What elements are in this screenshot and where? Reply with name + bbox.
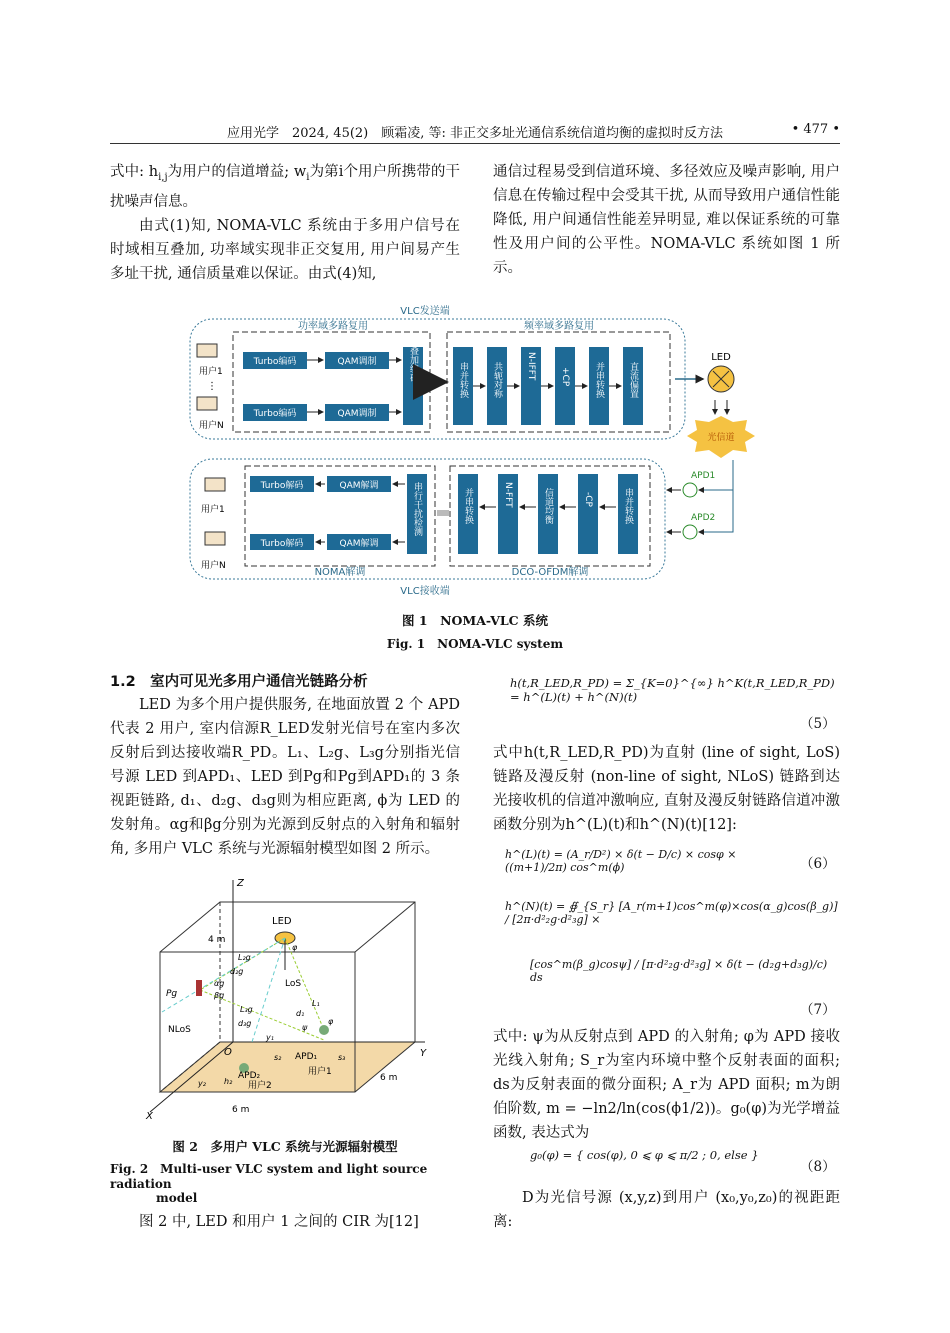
- apd2-icon: [683, 525, 697, 539]
- equation-6: h^(L)(t) = (A_r/D²) × δ(t − D/c) × cosφ × ((m+1)/2π) cos^m(ϕ): [505, 848, 737, 874]
- svg-text:串并转换: 串并转换: [458, 362, 468, 398]
- svg-text:QAM解调: QAM解调: [339, 481, 379, 491]
- user1-rx: 用户1: [201, 505, 225, 515]
- dco-label: DCO-OFDM解调: [511, 567, 589, 578]
- apd1-icon: [683, 483, 697, 497]
- figure-2-diagram: [140, 872, 440, 1122]
- svg-text:串并转换: 串并转换: [623, 488, 633, 524]
- svg-text:y₁: y₁: [266, 1033, 274, 1042]
- tx-label: VLC发送端: [400, 306, 450, 317]
- svg-text:Turbo编码: Turbo编码: [253, 357, 297, 367]
- svg-text:并串转换: 并串转换: [594, 362, 604, 398]
- equation-7a: h^(N)(t) = ∯_{S_r} [A_r(m+1)cos^m(φ)×cos(α_g)cos(β_g)] / [2π·d²₂g·d²₃g] ×: [505, 900, 838, 926]
- svg-text:串行干扰检测: 串行干扰检测: [412, 482, 422, 536]
- fig1-caption-en: Fig. 1 NOMA-VLC system: [386, 637, 564, 651]
- apd2-label: APD₂: [238, 1071, 261, 1081]
- beta-label: βg: [214, 991, 225, 1000]
- page-number: • 477 •: [791, 122, 840, 137]
- text-after-eq5: 式中h(t,R_LED,R_PD)为直射 (line of sight, LoS) 链路及漫反射 (non-line of sight, NLoS) 链路到达光接收机的信道冲激响应, 直射及漫反射链路信道冲激函数分别为h^(L)(t)和h^(N)(t)[12]:: [493, 745, 840, 833]
- nlos-label: NLoS: [168, 1025, 191, 1035]
- fig2-caption-en: Fig. 2 Multi-user VLC system and light source radiation model: [110, 1162, 428, 1205]
- svg-text:ψ: ψ: [302, 1023, 308, 1032]
- usern-tx: 用户N: [199, 421, 224, 431]
- freq-blocks: [453, 347, 643, 425]
- reflector-pg: [196, 980, 202, 996]
- section-paragraph: LED 为多个用户提供服务, 在地面放置 2 个 APD 代表 2 用户, 室内信源R_LED发射光信号在室内多次反射后到达接收端R_PD。L₁、L₂g、L₃g分别指光信号源 LED 到APD₁、LED 到Pg和Pg到APD₁的 3 条视距链路, d₁、d₂g、d₃g则为相应距离, ϕ为 LED 的发射角。αg和βg分别为光源到反射点的入射角和辐射角, 多用户 VLC 系统与光源辐射模型如图 2 所示。: [110, 697, 460, 857]
- pg-label: Pg: [166, 989, 178, 999]
- header-rule: [110, 143, 840, 144]
- svg-text:+CP: +CP: [560, 367, 570, 387]
- svg-text:叠加编码: 叠加编码: [408, 346, 418, 382]
- equation-5: h(t,R_LED,R_PD) = Σ_{K=0}^{∞} h^K(t,R_LED,R_PD) = h^(L)(t) + h^(N)(t): [510, 676, 835, 704]
- origin: O: [224, 1047, 232, 1058]
- led-label: LED: [272, 916, 292, 927]
- user1-tx: 用户1: [199, 367, 223, 377]
- svg-text:并串转换: 并串转换: [463, 488, 473, 524]
- svg-text:d₂g: d₂g: [230, 967, 244, 976]
- top-right-text: [493, 160, 840, 280]
- laptop-icon: [197, 344, 217, 357]
- svg-text:Turbo解码: Turbo解码: [260, 539, 304, 549]
- svg-text:QAM解调: QAM解调: [339, 539, 379, 549]
- svg-text:d₁: d₁: [296, 1009, 305, 1018]
- paragraph: 由式(1)知, NOMA-VLC 系统由于多用户信号在时域相互叠加, 功率域实现非正交复用, 用户间易产生多址干扰, 通信质量难以保证。由式(4)知,: [110, 217, 460, 282]
- apd1-label: APD1: [691, 471, 716, 481]
- paragraph: 式中: $h_{i,j}$为用户的信道增益; $w_i$为第i个用户所携带的干扰噪声信息。: [110, 164, 461, 210]
- svg-text:s₃: s₃: [338, 1053, 346, 1062]
- user1-label: 用户1: [308, 1067, 332, 1077]
- svg-text:φ: φ: [292, 943, 298, 952]
- svg-text:共轭对称: 共轭对称: [492, 362, 502, 398]
- svg-text:Turbo解码: Turbo解码: [260, 481, 304, 491]
- text-after-eq7: 式中: ψ为从反射点到 APD 的入射角; φ为 APD 接收光线入射角; S_r为室内环境中整个反射表面的面积; ds为反射表面的微分面积; A_r为 APD 面积; m为朗伯阶数, m = −ln2/ln(cos(ϕ1/2))。g₀(φ)为光学增益函数, 表达式为: [493, 1029, 840, 1141]
- laptop-icon: [197, 397, 217, 410]
- laptop-icon: [205, 478, 225, 491]
- svg-text:L₃g: L₃g: [240, 1005, 253, 1014]
- eq5-number: （5）: [800, 716, 836, 732]
- text-after-eq8: D为光信号源 (x,y,z)到用户 (x₀,y₀,z₀)的视距距离:: [493, 1190, 840, 1230]
- eq8-number: （8）: [800, 1159, 836, 1175]
- axis-x: X: [146, 1111, 153, 1122]
- dots: ⋮: [207, 381, 217, 392]
- axis-z: Z: [237, 878, 244, 889]
- after-fig2-text: 图 2 中, LED 和用户 1 之间的 CIR 为[12]: [139, 1214, 419, 1230]
- svg-text:y₂: y₂: [198, 1079, 206, 1088]
- svg-text:QAM调制: QAM调制: [337, 409, 377, 419]
- svg-text:直流偏置: 直流偏置: [628, 362, 638, 398]
- eq6-number: （6）: [800, 856, 836, 872]
- user2-label: 用户2: [248, 1081, 272, 1091]
- journal-header: 应用光学 2024, 45(2) 顾霜凌, 等: 非正交多址光通信系统信道均衡的虚拟时反方法: [226, 126, 724, 141]
- apd1-label: APD₁: [295, 1052, 318, 1062]
- svg-text:-CP: -CP: [583, 492, 593, 507]
- dim-4m: 4 m: [208, 935, 226, 945]
- svg-text:Turbo编码: Turbo编码: [253, 409, 297, 419]
- equation-8: g₀(φ) = { cos(φ), 0 ⩽ φ ⩽ π/2 ; 0, else }: [530, 1148, 759, 1162]
- channel-label: 光信道: [707, 433, 735, 443]
- svg-text:N-FFT: N-FFT: [503, 482, 513, 508]
- svg-text:L₁: L₁: [312, 999, 320, 1008]
- equation-7b: [cos^m(β_g)cosψ] / [π·d²₂g·d²₃g] × δ(t − (d₂g+d₃g)/c) ds: [530, 958, 828, 984]
- svg-text:N-IFFT: N-IFFT: [526, 352, 536, 381]
- laptop-icon: [205, 532, 225, 545]
- svg-text:h₂: h₂: [224, 1077, 233, 1086]
- svg-text:φ: φ: [328, 1017, 334, 1026]
- paragraph: 通信过程易受到信道环境、多径效应及噪声影响, 用户信息在传输过程中会受其干扰, 从而导致用户通信性能降低, 用户间通信性能差异明显, 难以保证系统的可靠性及用户间的公平性。NOMA-VLC 系统如图 1 所示。: [493, 164, 840, 276]
- rx-label: VLC接收端: [400, 586, 450, 597]
- power-mux-label: 功率域多路复用: [298, 321, 368, 332]
- top-left-text: [110, 160, 460, 286]
- axis-y: Y: [420, 1048, 427, 1059]
- freq-mux-label: 频率域多路复用: [524, 321, 594, 332]
- svg-text:s₂: s₂: [274, 1053, 282, 1062]
- fig1-caption-cn: 图 1 NOMA-VLC 系统: [402, 613, 548, 628]
- section-title: 1.2 室内可见光多用户通信光链路分析: [110, 674, 368, 690]
- eq7-number: （7）: [800, 1002, 836, 1018]
- svg-text:QAM调制: QAM调制: [337, 357, 377, 367]
- dim-6m-x: 6 m: [232, 1105, 250, 1115]
- apd2-label: APD2: [691, 513, 716, 523]
- figure-1-diagram: [185, 302, 845, 600]
- svg-text:L₂g: L₂g: [238, 953, 251, 962]
- noma-label: NOMA解调: [314, 567, 366, 578]
- usern-rx: 用户N: [201, 561, 226, 571]
- led-label: LED: [711, 352, 731, 363]
- user1-icon: [319, 1025, 329, 1035]
- fig2-caption-cn: 图 2 多用户 VLC 系统与光源辐射模型: [172, 1139, 398, 1154]
- svg-text:d₃g: d₃g: [238, 1019, 252, 1028]
- dim-6m-y: 6 m: [380, 1073, 398, 1083]
- los-label: LoS: [285, 979, 302, 989]
- svg-text:信道均衡: 信道均衡: [543, 488, 553, 524]
- alpha-label: αg: [214, 979, 225, 988]
